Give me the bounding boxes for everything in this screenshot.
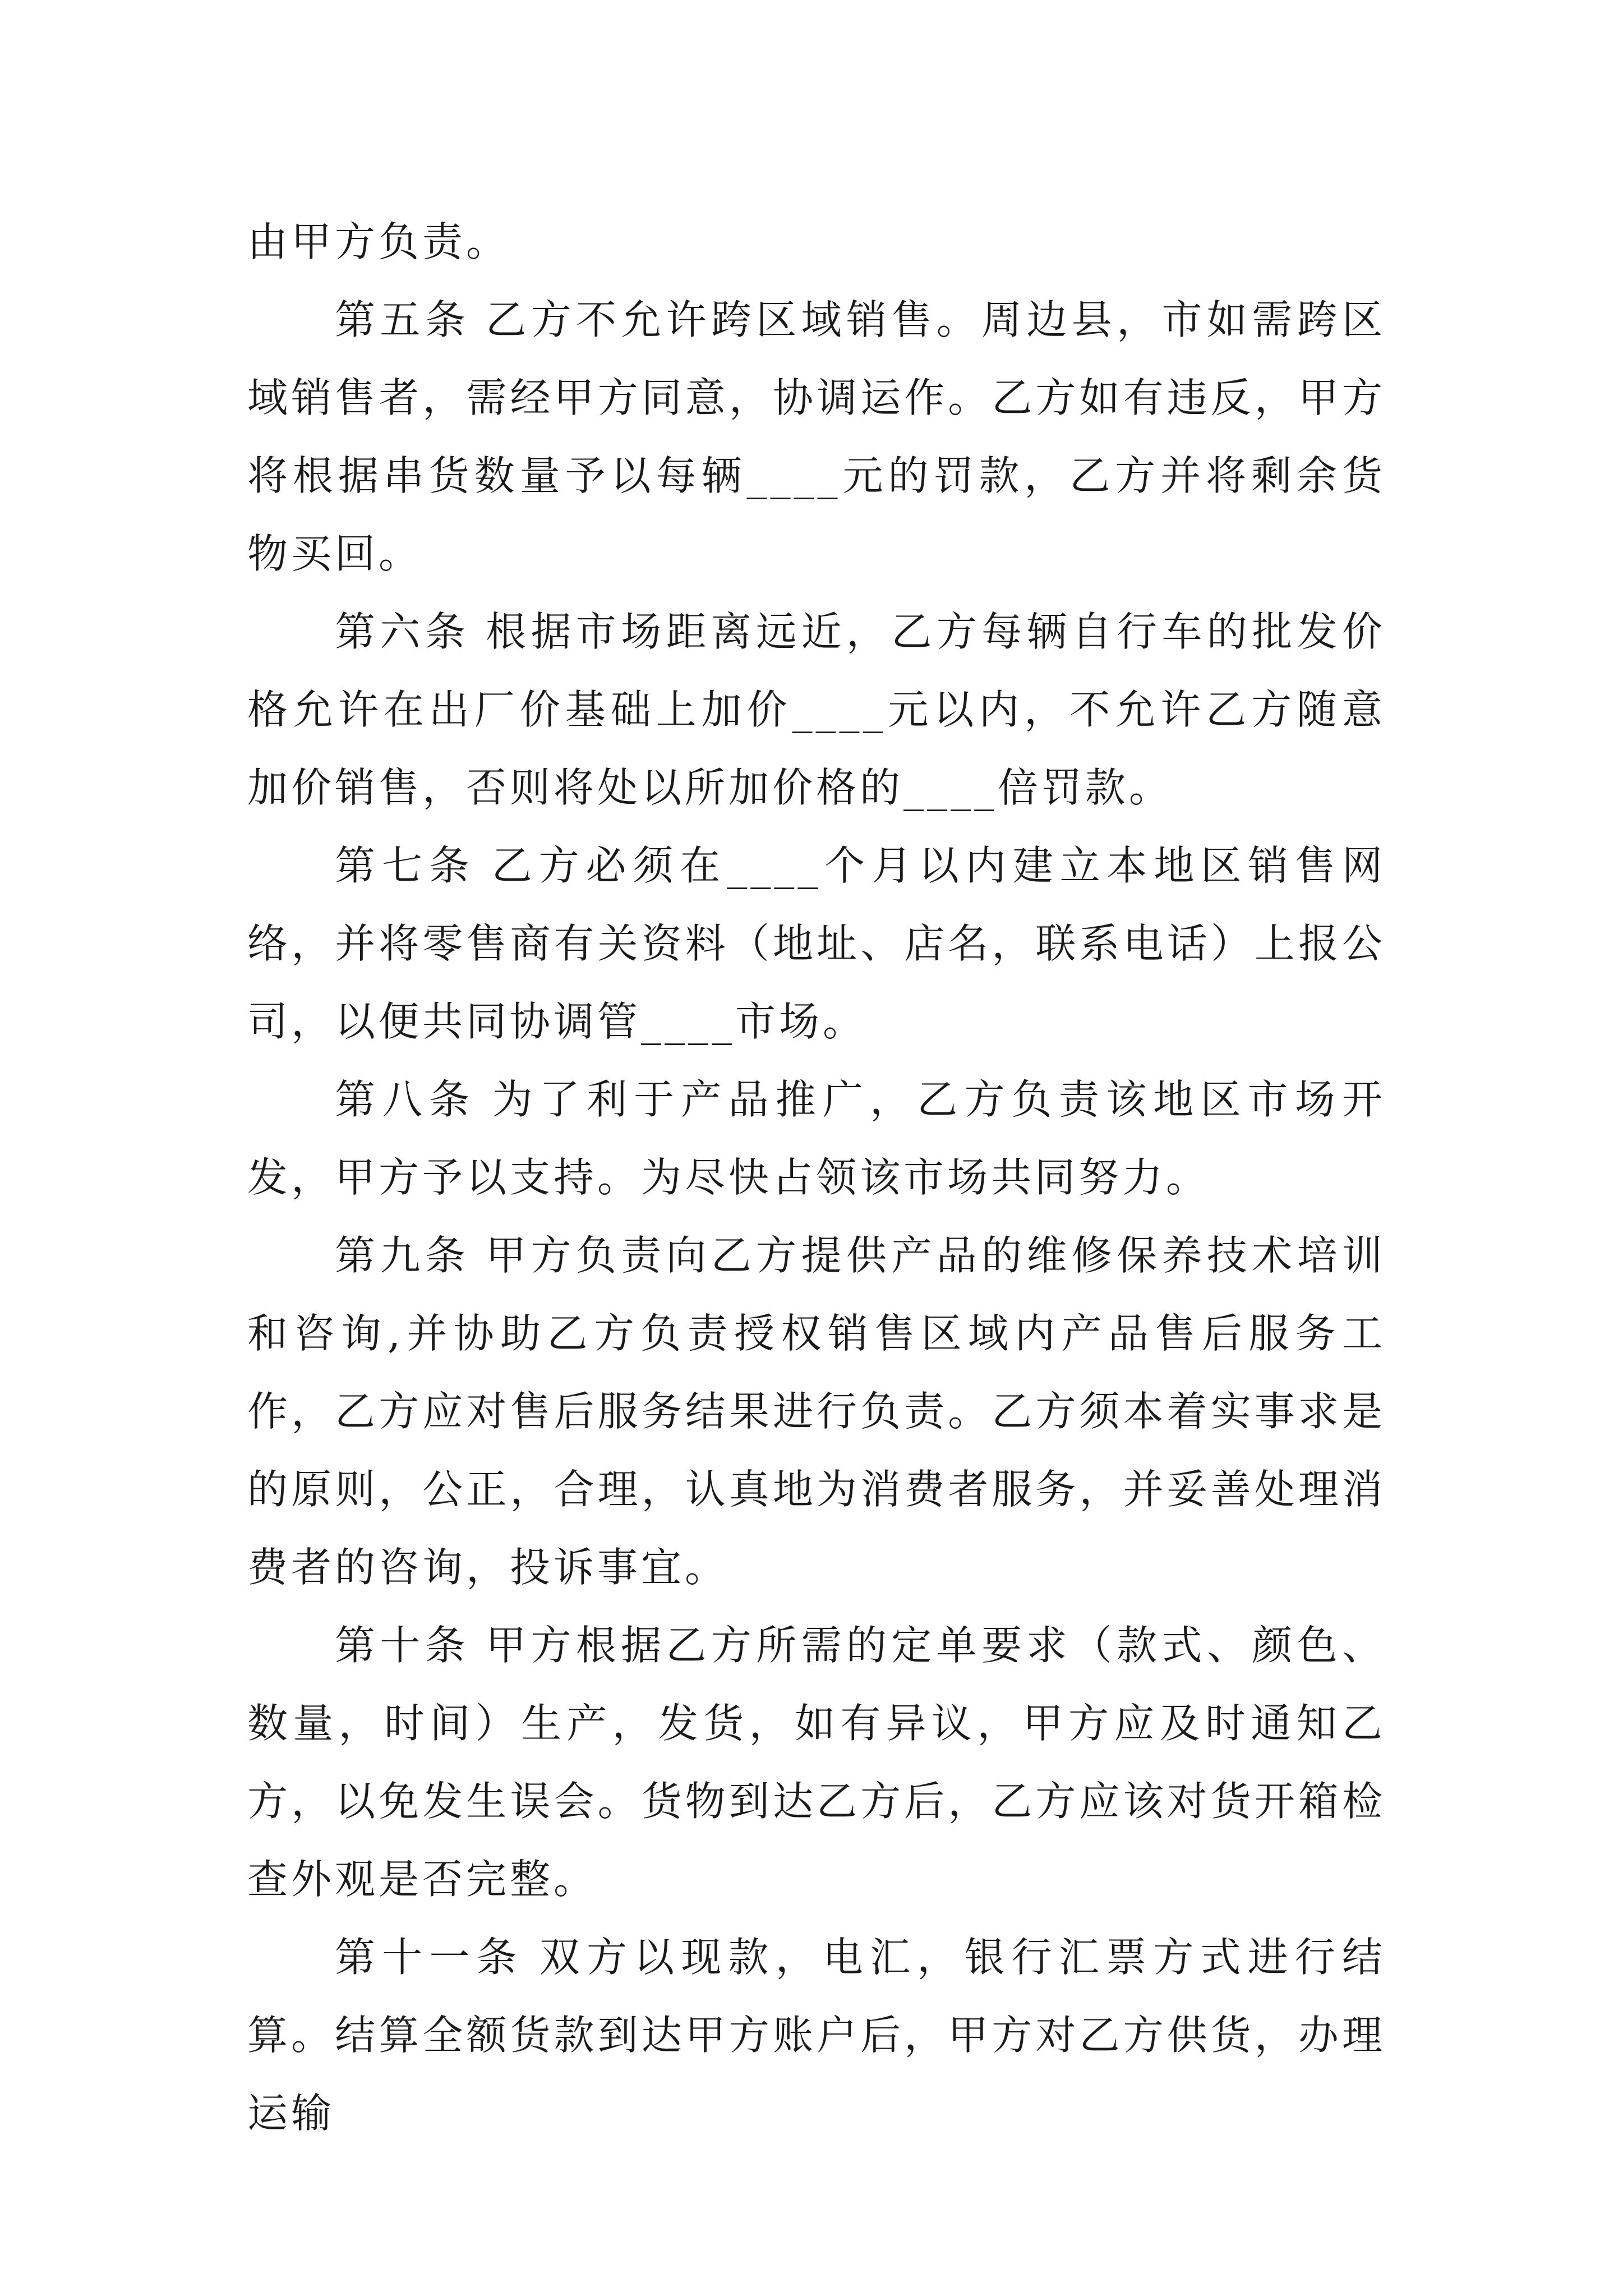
article-text: 为了利于产品推广，乙方负责该地区市场开发，甲方予以支持。为尽快占领该市场共同努力。 (247, 1076, 1386, 1201)
article-text: 双方以现款，电汇，银行汇票方式进行结算。结算全额货款到达甲方账户后，甲方对乙方供货，办理运输 (247, 1934, 1386, 2137)
article-6 (247, 593, 1386, 827)
article-text: 乙方不允许跨区域销售。周边县，市如需跨区域销售者，需经甲方同意，协调运作。乙方如有违反，甲方将根据串货数量予以每辆____元的罚款，乙方并将剩余货物买回。 (247, 296, 1386, 577)
article-10 (247, 1607, 1386, 1918)
continuation-text: 由甲方负责。 (247, 218, 510, 265)
article-title: 第五条 (335, 296, 471, 343)
continuation-paragraph (247, 203, 1386, 281)
article-title: 第八条 (335, 1076, 477, 1123)
article-7 (247, 827, 1386, 1061)
article-title: 第十一条 (335, 1934, 524, 1981)
article-11 (247, 1918, 1386, 2152)
article-text: 甲方负责向乙方提供产品的维修保养技术培训和咨询,并协助乙方负责授权销售区域内产品售后服务工作，乙方应对售后服务结果进行负责。乙方须本着实事求是的原则，公正，合理，认真地为消费者服务，并妥善处理消费者的咨询，投诉事宜。 (247, 1232, 1386, 1591)
article-8 (247, 1061, 1386, 1217)
article-5 (247, 281, 1386, 593)
article-title: 第九条 (335, 1232, 471, 1279)
article-text: 根据市场距离远近，乙方每辆自行车的批发价格允许在出厂价基础上加价____元以内，不允许乙方随意加价销售，否则将处以所加价格的____倍罚款。 (247, 608, 1386, 811)
article-text: 乙方必须在____个月以内建立本地区销售网络，并将零售商有关资料（地址、店名，联系电话）上报公司，以便共同协调管____市场。 (247, 842, 1386, 1045)
article-9 (247, 1217, 1386, 1607)
article-title: 第七条 (335, 842, 476, 889)
article-title: 第六条 (335, 608, 471, 655)
article-text: 甲方根据乙方所需的定单要求（款式、颜色、数量，时间）生产，发货，如有异议，甲方应及时通知乙方，以免发生误会。货物到达乙方后，乙方应该对货开箱检查外观是否完整。 (247, 1622, 1386, 1903)
contract-body (247, 203, 1386, 2152)
article-title: 第十条 (335, 1622, 471, 1669)
